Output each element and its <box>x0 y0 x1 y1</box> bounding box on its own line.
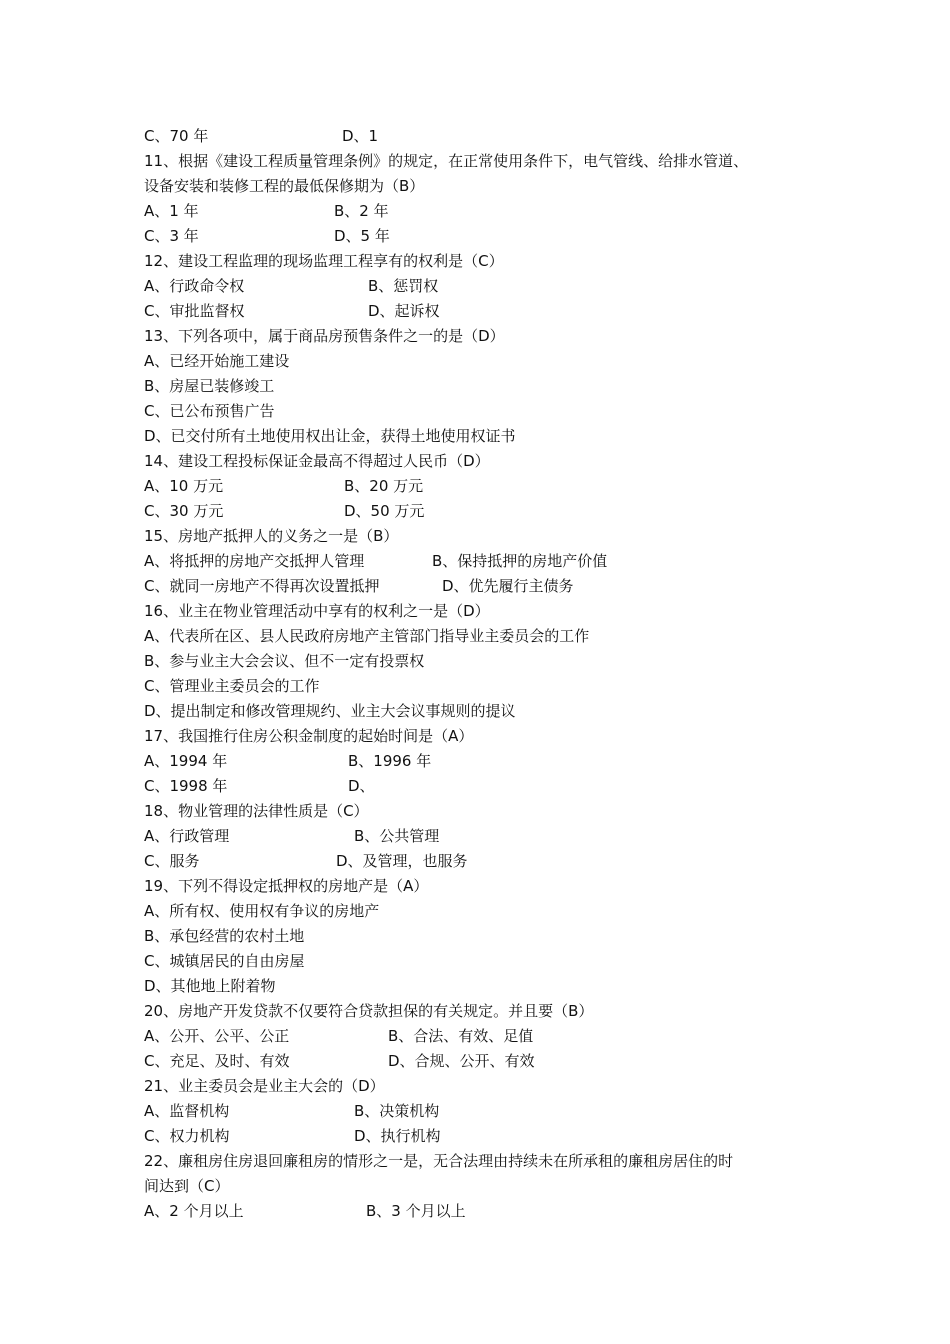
option-right: D、起诉权 <box>368 302 440 320</box>
option-right: B、惩罚权 <box>368 277 439 295</box>
text-line: B、房屋已装修竣工 <box>144 377 275 395</box>
option-left: A、2 个月以上 <box>144 1202 244 1220</box>
option-row <box>144 299 834 324</box>
option-right: B、20 万元 <box>344 477 424 495</box>
text-line: C、管理业主委员会的工作 <box>144 677 320 695</box>
option-right: D、及管理，也服务 <box>336 852 468 870</box>
text-line: C、已公布预售广告 <box>144 402 275 420</box>
text-line: 13、下列各项中，属于商品房预售条件之一的是（D） <box>144 327 505 345</box>
text-line: 设备安装和装修工程的最低保修期为（B） <box>144 177 425 195</box>
text-line: A、已经开始施工建设 <box>144 352 290 370</box>
option-right: B、3 个月以上 <box>366 1202 466 1220</box>
option-left: A、1 年 <box>144 202 199 220</box>
option-row <box>144 1199 834 1224</box>
option-right: B、保持抵押的房地产价值 <box>432 552 608 570</box>
option-left: A、1994 年 <box>144 752 228 770</box>
option-right: B、1996 年 <box>348 752 432 770</box>
text-line: 19、下列不得设定抵押权的房地产是（A） <box>144 877 429 895</box>
option-row <box>144 274 834 299</box>
option-right: D、 <box>348 777 375 795</box>
text-line: 21、业主委员会是业主大会的（D） <box>144 1077 385 1095</box>
text-line: A、所有权、使用权有争议的房地产 <box>144 902 380 920</box>
option-right: D、合规、公开、有效 <box>388 1052 535 1070</box>
text-line: 15、房地产抵押人的义务之一是（B） <box>144 527 399 545</box>
option-row <box>144 1124 834 1149</box>
option-row <box>144 499 834 524</box>
text-line: C、城镇居民的自由房屋 <box>144 952 305 970</box>
option-left: A、10 万元 <box>144 477 224 495</box>
option-right: D、执行机构 <box>354 1127 441 1145</box>
option-left: C、充足、及时、有效 <box>144 1052 290 1070</box>
text-line: 17、我国推行住房公积金制度的起始时间是（A） <box>144 727 474 745</box>
option-left: A、将抵押的房地产交抵押人管理 <box>144 552 365 570</box>
text-line: 18、物业管理的法律性质是（C） <box>144 802 369 820</box>
option-row <box>144 124 834 149</box>
option-right: B、2 年 <box>334 202 389 220</box>
option-left: C、就同一房地产不得再次设置抵押 <box>144 577 380 595</box>
option-row <box>144 1099 834 1124</box>
option-left: C、3 年 <box>144 227 199 245</box>
text-line: D、其他地上附着物 <box>144 977 276 995</box>
text-line: 22、廉租房住房退回廉租房的情形之一是，无合法理由持续未在所承租的廉租房居住的时 <box>144 1152 734 1170</box>
text-line: A、代表所在区、县人民政府房地产主管部门指导业主委员会的工作 <box>144 627 590 645</box>
option-left: C、服务 <box>144 852 200 870</box>
text-line: B、参与业主大会会议、但不一定有投票权 <box>144 652 425 670</box>
text-line: 间达到（C） <box>144 1177 230 1195</box>
option-row <box>144 749 834 774</box>
option-row <box>144 849 834 874</box>
option-left: A、行政命令权 <box>144 277 245 295</box>
text-line: 12、建设工程监理的现场监理工程享有的权利是（C） <box>144 252 504 270</box>
exam-question-list <box>144 124 834 1224</box>
option-row <box>144 774 834 799</box>
option-left: C、70 年 <box>144 127 209 145</box>
option-right: D、5 年 <box>334 227 390 245</box>
text-line: 16、业主在物业管理活动中享有的权利之一是（D） <box>144 602 490 620</box>
text-line: 11、根据《建设工程质量管理条例》的规定，在正常使用条件下，电气管线、给排水管道、 <box>144 152 749 170</box>
option-right: B、公共管理 <box>354 827 440 845</box>
option-left: C、1998 年 <box>144 777 228 795</box>
option-row <box>144 224 834 249</box>
option-left: C、权力机构 <box>144 1127 230 1145</box>
option-left: A、监督机构 <box>144 1102 230 1120</box>
option-left: C、30 万元 <box>144 502 224 520</box>
option-row <box>144 1024 834 1049</box>
option-right: D、50 万元 <box>344 502 425 520</box>
option-right: B、合法、有效、足值 <box>388 1027 534 1045</box>
option-left: C、审批监督权 <box>144 302 245 320</box>
option-right: B、决策机构 <box>354 1102 440 1120</box>
option-right: D、1 <box>342 127 379 145</box>
option-row <box>144 574 834 599</box>
text-line: 20、房地产开发贷款不仅要符合贷款担保的有关规定。并且要（B） <box>144 1002 594 1020</box>
option-row <box>144 474 834 499</box>
option-right: D、优先履行主债务 <box>442 577 574 595</box>
option-row <box>144 1049 834 1074</box>
text-line: D、已交付所有土地使用权出让金，获得土地使用权证书 <box>144 427 516 445</box>
option-left: A、行政管理 <box>144 827 230 845</box>
option-row <box>144 199 834 224</box>
option-row <box>144 549 834 574</box>
text-line: D、提出制定和修改管理规约、业主大会议事规则的提议 <box>144 702 516 720</box>
option-row <box>144 824 834 849</box>
text-line: 14、建设工程投标保证金最高不得超过人民币（D） <box>144 452 490 470</box>
text-line: B、承包经营的农村土地 <box>144 927 305 945</box>
option-left: A、公开、公平、公正 <box>144 1027 290 1045</box>
